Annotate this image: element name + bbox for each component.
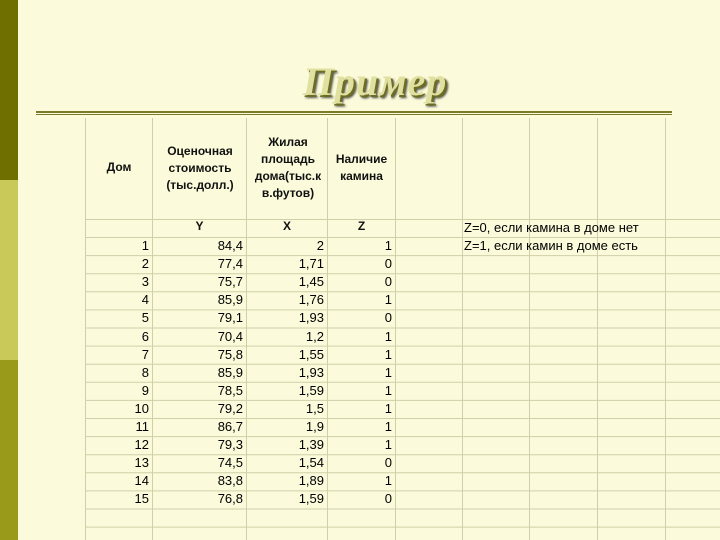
cell-area: 1,89 <box>298 473 324 489</box>
cell-house: 6 <box>141 328 149 344</box>
cell-fireplace: 1 <box>384 292 392 308</box>
cell-price: 78,5 <box>217 382 243 398</box>
cell-area: 1,2 <box>305 328 324 344</box>
note-z0: Z=0, если камина в доме нет <box>464 220 639 235</box>
cell-fireplace: 1 <box>384 419 392 434</box>
cell-area: 1,55 <box>298 346 324 362</box>
cell-area: 2 <box>316 238 324 253</box>
cell-house: 14 <box>134 473 149 489</box>
cell-house: 5 <box>141 310 149 326</box>
cell-area: 1,93 <box>298 364 324 380</box>
slide-title: Пример <box>302 59 448 104</box>
header-house: Дом <box>106 160 132 174</box>
cell-price: 84,4 <box>217 238 243 253</box>
cell-house: 11 <box>135 419 149 434</box>
var-y-label: Y <box>195 219 204 233</box>
cell-area: 1,93 <box>298 310 324 326</box>
cell-fireplace: 0 <box>384 491 392 507</box>
cell-house: 7 <box>141 346 149 362</box>
cell-area: 1,45 <box>298 274 324 290</box>
cell-price: 77,4 <box>217 256 243 272</box>
cell-fireplace: 1 <box>384 364 392 380</box>
note-z1: Z=1, если камин в доме есть <box>464 238 638 253</box>
cell-house: 9 <box>141 382 149 398</box>
cell-fireplace: 1 <box>384 346 392 362</box>
header-price: Оценочная стоимость (тыс.долл.) <box>166 144 234 192</box>
cell-price: 85,9 <box>217 292 243 308</box>
cell-fireplace: 1 <box>384 400 392 416</box>
cell-fireplace: 1 <box>384 238 392 253</box>
cell-area: 1,9 <box>305 419 324 434</box>
cell-area: 1,76 <box>298 292 324 308</box>
cell-house: 15 <box>134 491 149 507</box>
cell-price: 76,8 <box>217 491 243 507</box>
cell-fireplace: 1 <box>384 328 392 344</box>
var-x-label: X <box>282 219 291 233</box>
cell-fireplace: 1 <box>384 437 392 453</box>
cell-fireplace: 1 <box>384 382 392 398</box>
cell-price: 70,4 <box>217 328 243 344</box>
cell-price: 79,2 <box>217 400 243 416</box>
cell-area: 1,71 <box>298 256 324 272</box>
var-z-label: Z <box>357 219 366 233</box>
cell-area: 1,54 <box>298 455 324 471</box>
cell-fireplace: 0 <box>384 310 392 326</box>
header-area: Жилая площадь дома(тыс.к в.футов) <box>254 135 322 200</box>
cell-area: 1,39 <box>298 437 324 453</box>
cell-price: 75,7 <box>217 274 243 290</box>
cell-price: 79,1 <box>217 310 243 326</box>
cell-area: 1,59 <box>298 491 324 507</box>
cell-fireplace: 0 <box>384 455 392 471</box>
cell-area: 1,5 <box>305 400 324 416</box>
cell-price: 79,3 <box>217 437 243 453</box>
cell-price: 85,9 <box>217 364 243 380</box>
cell-area: 1,59 <box>298 382 324 398</box>
cell-price: 75,8 <box>217 346 243 362</box>
cell-house: 8 <box>141 364 149 380</box>
cell-house: 13 <box>134 455 149 471</box>
cell-house: 1 <box>141 238 149 253</box>
cell-house: 4 <box>141 292 149 308</box>
cell-fireplace: 0 <box>384 274 392 290</box>
cell-fireplace: 0 <box>384 256 392 272</box>
cell-price: 74,5 <box>217 455 243 471</box>
cell-house: 12 <box>134 437 149 453</box>
cell-fireplace: 1 <box>384 473 392 489</box>
cell-house: 10 <box>134 400 149 416</box>
header-fireplace: Наличие камина <box>335 152 388 183</box>
cell-price: 86,7 <box>217 419 243 434</box>
cell-price: 83,8 <box>217 473 243 489</box>
cell-house: 3 <box>141 274 149 290</box>
cell-house: 2 <box>141 256 149 272</box>
